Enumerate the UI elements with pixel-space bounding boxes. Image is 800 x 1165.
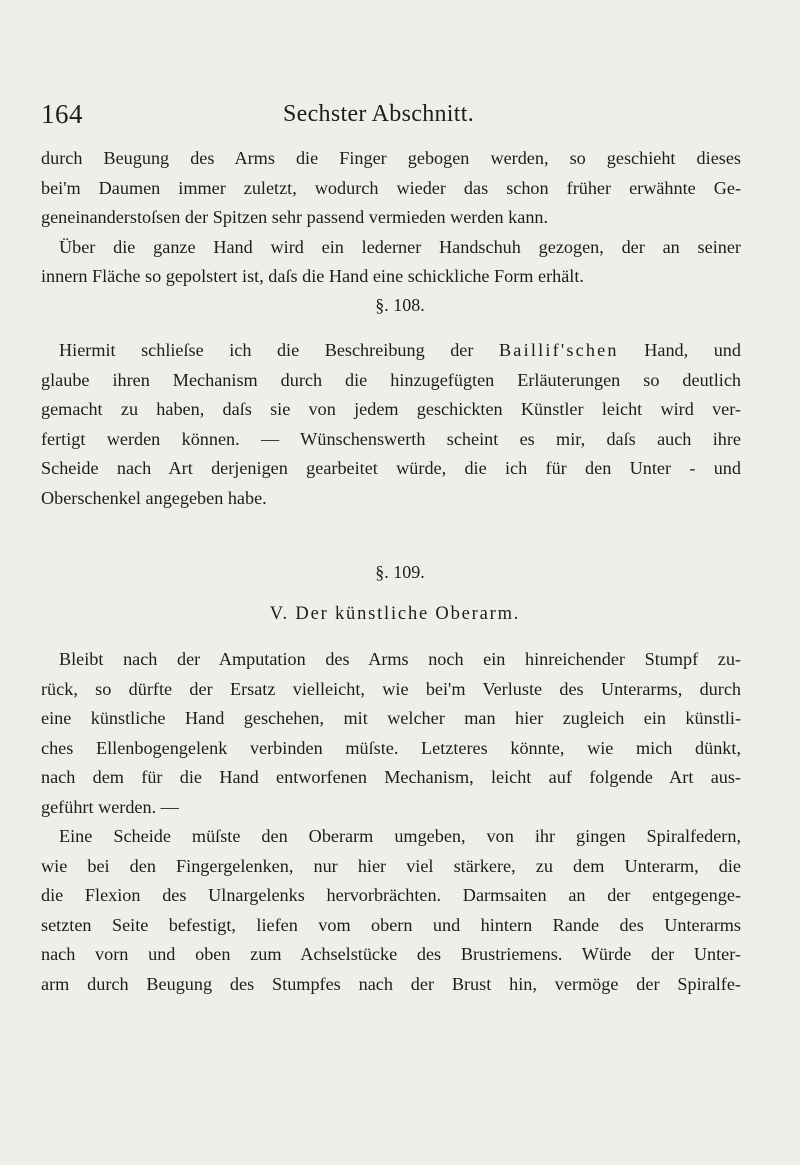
line-start: Hiermit schlieſse ich die Beschreibung der: [59, 340, 474, 360]
section-heading: V. Der künstliche Oberarm.: [269, 604, 521, 624]
text-line: rück, so dürfte der Ersatz vielleicht, wie bei'm Verluste des Unterarms, durch: [41, 678, 741, 699]
line-end: Hand, und: [644, 340, 741, 360]
text-line: Über die ganze Hand wird ein lederner Handschuh gezogen, der an seiner: [59, 236, 741, 257]
text-line: setzten Seite befestigt, liefen vom obern und hintern Rande des Unterarms: [41, 914, 741, 935]
text-line: Oberschenkel angegeben habe.: [41, 487, 267, 508]
text-line: die Flexion des Ulnargelenks hervorbrächten. Darmsaiten an der entgegenge-: [41, 885, 741, 905]
text-line: nach dem für die Hand entworfenen Mechanism, leicht auf folgende Art aus-: [41, 767, 741, 787]
text-line: nach vorn und oben zum Achselstücke des Brustriemens. Würde der Unter-: [41, 944, 741, 964]
page-number: 164: [41, 99, 83, 129]
section-mark-108: §. 108.: [375, 295, 425, 315]
name-baillif: Baillif'schen: [498, 340, 619, 360]
text-line: gemacht zu haben, daſs sie von jedem geschickten Künstler leicht wird ver-: [41, 399, 741, 419]
text-line: arm durch Beugung des Stumpfes nach der Brust hin, vermöge der Spiralfe-: [41, 973, 741, 994]
paragraph-amputation: [41, 645, 741, 822]
text-line: bei'm Daumen immer zuletzt, wodurch wieder das schon früher erwähnte Ge-: [41, 177, 741, 198]
paragraph-scheide: [41, 822, 741, 999]
text-line: Bleibt nach der Amputation des Arms noch ein hinreichender Stumpf zu-: [59, 649, 741, 669]
text-line: eine künstliche Hand geschehen, mit welcher man hier zugleich ein künstli-: [41, 708, 741, 728]
text-line: Scheide nach Art derjenigen gearbeitet würde, die ich für den Unter - und: [41, 458, 741, 478]
section-mark-109: §. 109.: [375, 562, 425, 582]
text-line: geführt werden. —: [41, 796, 179, 817]
text-line: innern Fläche so gepolstert ist, daſs die Hand eine schickliche Form erhält.: [41, 266, 584, 286]
text-line: Eine Scheide müſste den Oberarm umgeben, von ihr gingen Spiralfedern,: [59, 826, 741, 846]
text-line: durch Beugung des Arms die Finger gebogen werden, so geschieht dieses: [41, 148, 741, 168]
paragraph-continuation: [41, 144, 741, 292]
text-line: [41, 336, 741, 366]
text-line: ches Ellenbogengelenk verbinden müſste. Letzteres könnte, wie mich dünkt,: [41, 737, 741, 758]
running-head: Sechster Abschnitt.: [283, 101, 475, 127]
text-line: fertigt werden können. — Wünschenswerth scheint es mir, daſs auch ihre: [41, 428, 741, 449]
paragraph-baillif: [41, 336, 741, 513]
text-line: geneinanderstoſsen der Spitzen sehr passend vermieden werden kann.: [41, 207, 549, 227]
text-line: wie bei den Fingergelenken, nur hier viel stärkere, zu dem Unterarm, die: [41, 855, 741, 876]
text-line: glaube ihren Mechanism durch die hinzugefügten Erläuterungen so deutlich: [41, 369, 741, 390]
